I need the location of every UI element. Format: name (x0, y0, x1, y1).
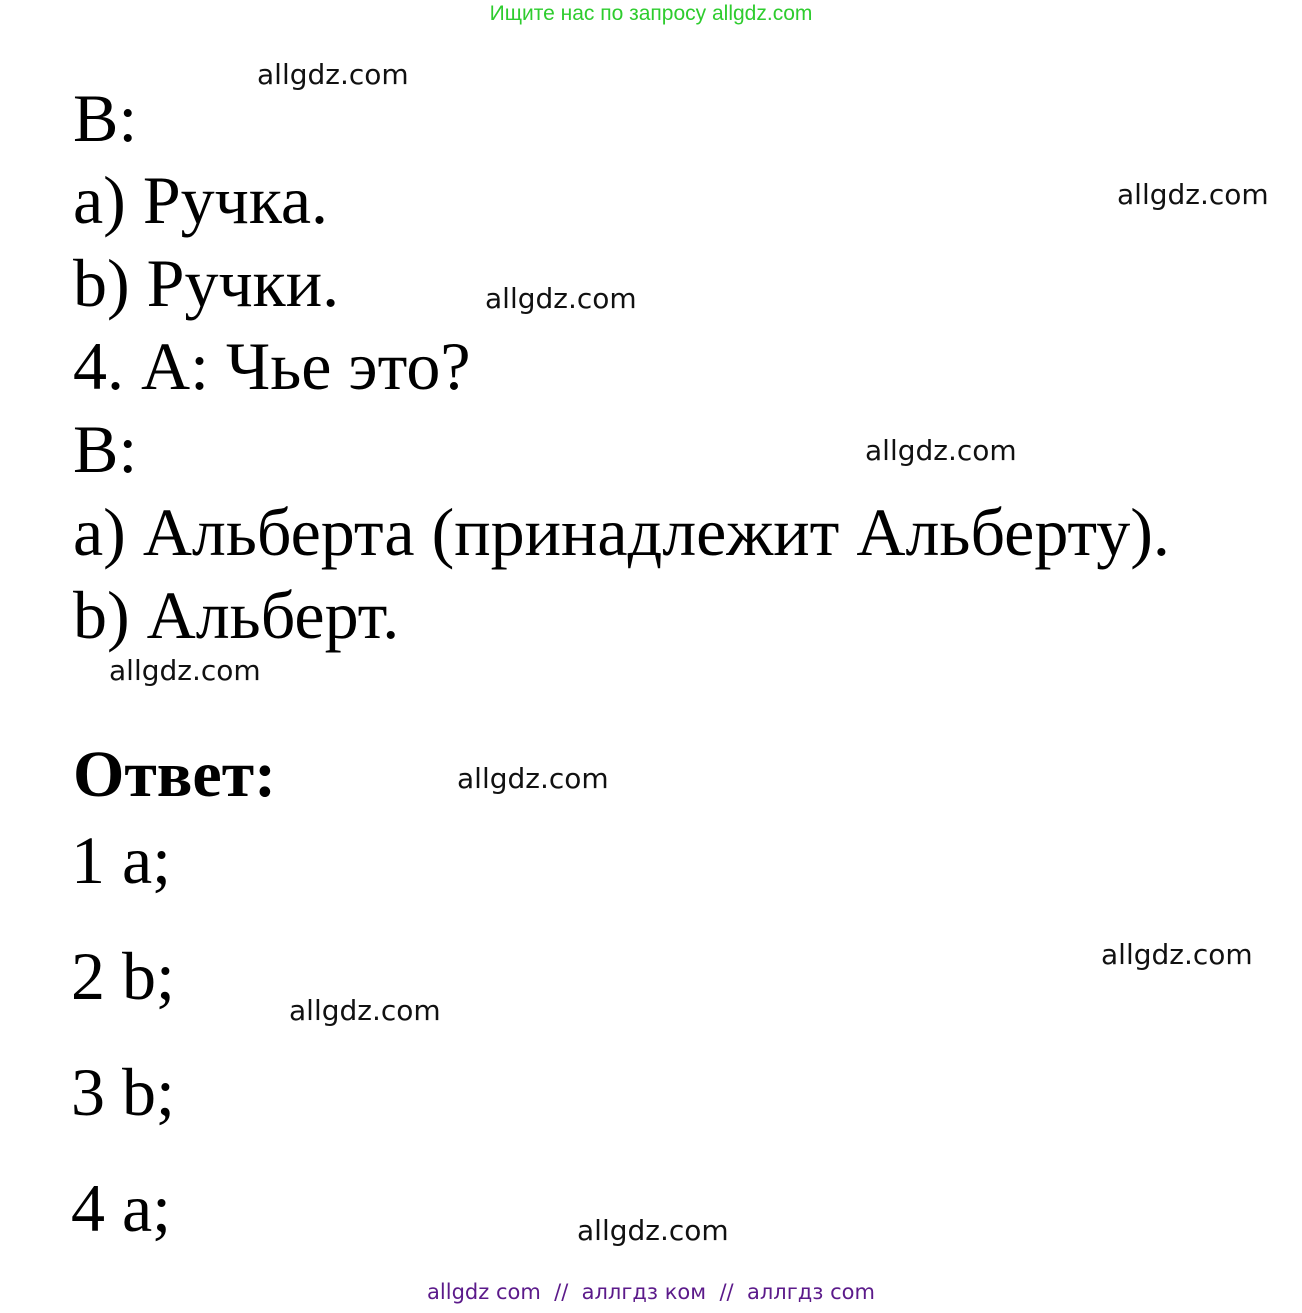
watermark: allgdz.com (457, 762, 609, 795)
watermark: allgdz.com (109, 654, 261, 687)
content-line-option-b-1: b) Ручки. (73, 245, 340, 321)
answer-item-1: 1 а; (71, 822, 172, 898)
content-line-question-4: 4. А: Чье это? (73, 328, 471, 404)
watermark: allgdz.com (257, 58, 409, 91)
answer-item-4: 4 а; (71, 1170, 172, 1246)
answer-heading: Ответ: (73, 738, 277, 811)
content-line-speaker-b-2: В: (73, 411, 138, 487)
footer-links: allgdz com // аллгдз ком // аллгдз com (427, 1280, 875, 1304)
watermark: allgdz.com (289, 994, 441, 1027)
watermark: allgdz.com (485, 282, 637, 315)
content-line-speaker-b-1: В: (73, 80, 138, 156)
watermark: allgdz.com (577, 1214, 729, 1247)
content-line-option-a-1: а) Ручка. (73, 162, 329, 238)
answer-item-3: 3 b; (71, 1054, 175, 1130)
content-line-option-b-2: b) Альберт. (73, 577, 400, 653)
watermark: allgdz.com (1101, 938, 1253, 971)
content-line-option-a-2: а) Альберта (принадлежит Альберту). (73, 494, 1170, 570)
answer-item-2: 2 b; (71, 938, 175, 1014)
watermark: allgdz.com (1117, 178, 1269, 211)
header-banner: Ищите нас по запросу allgdz.com (489, 2, 813, 25)
watermark: allgdz.com (865, 434, 1017, 467)
